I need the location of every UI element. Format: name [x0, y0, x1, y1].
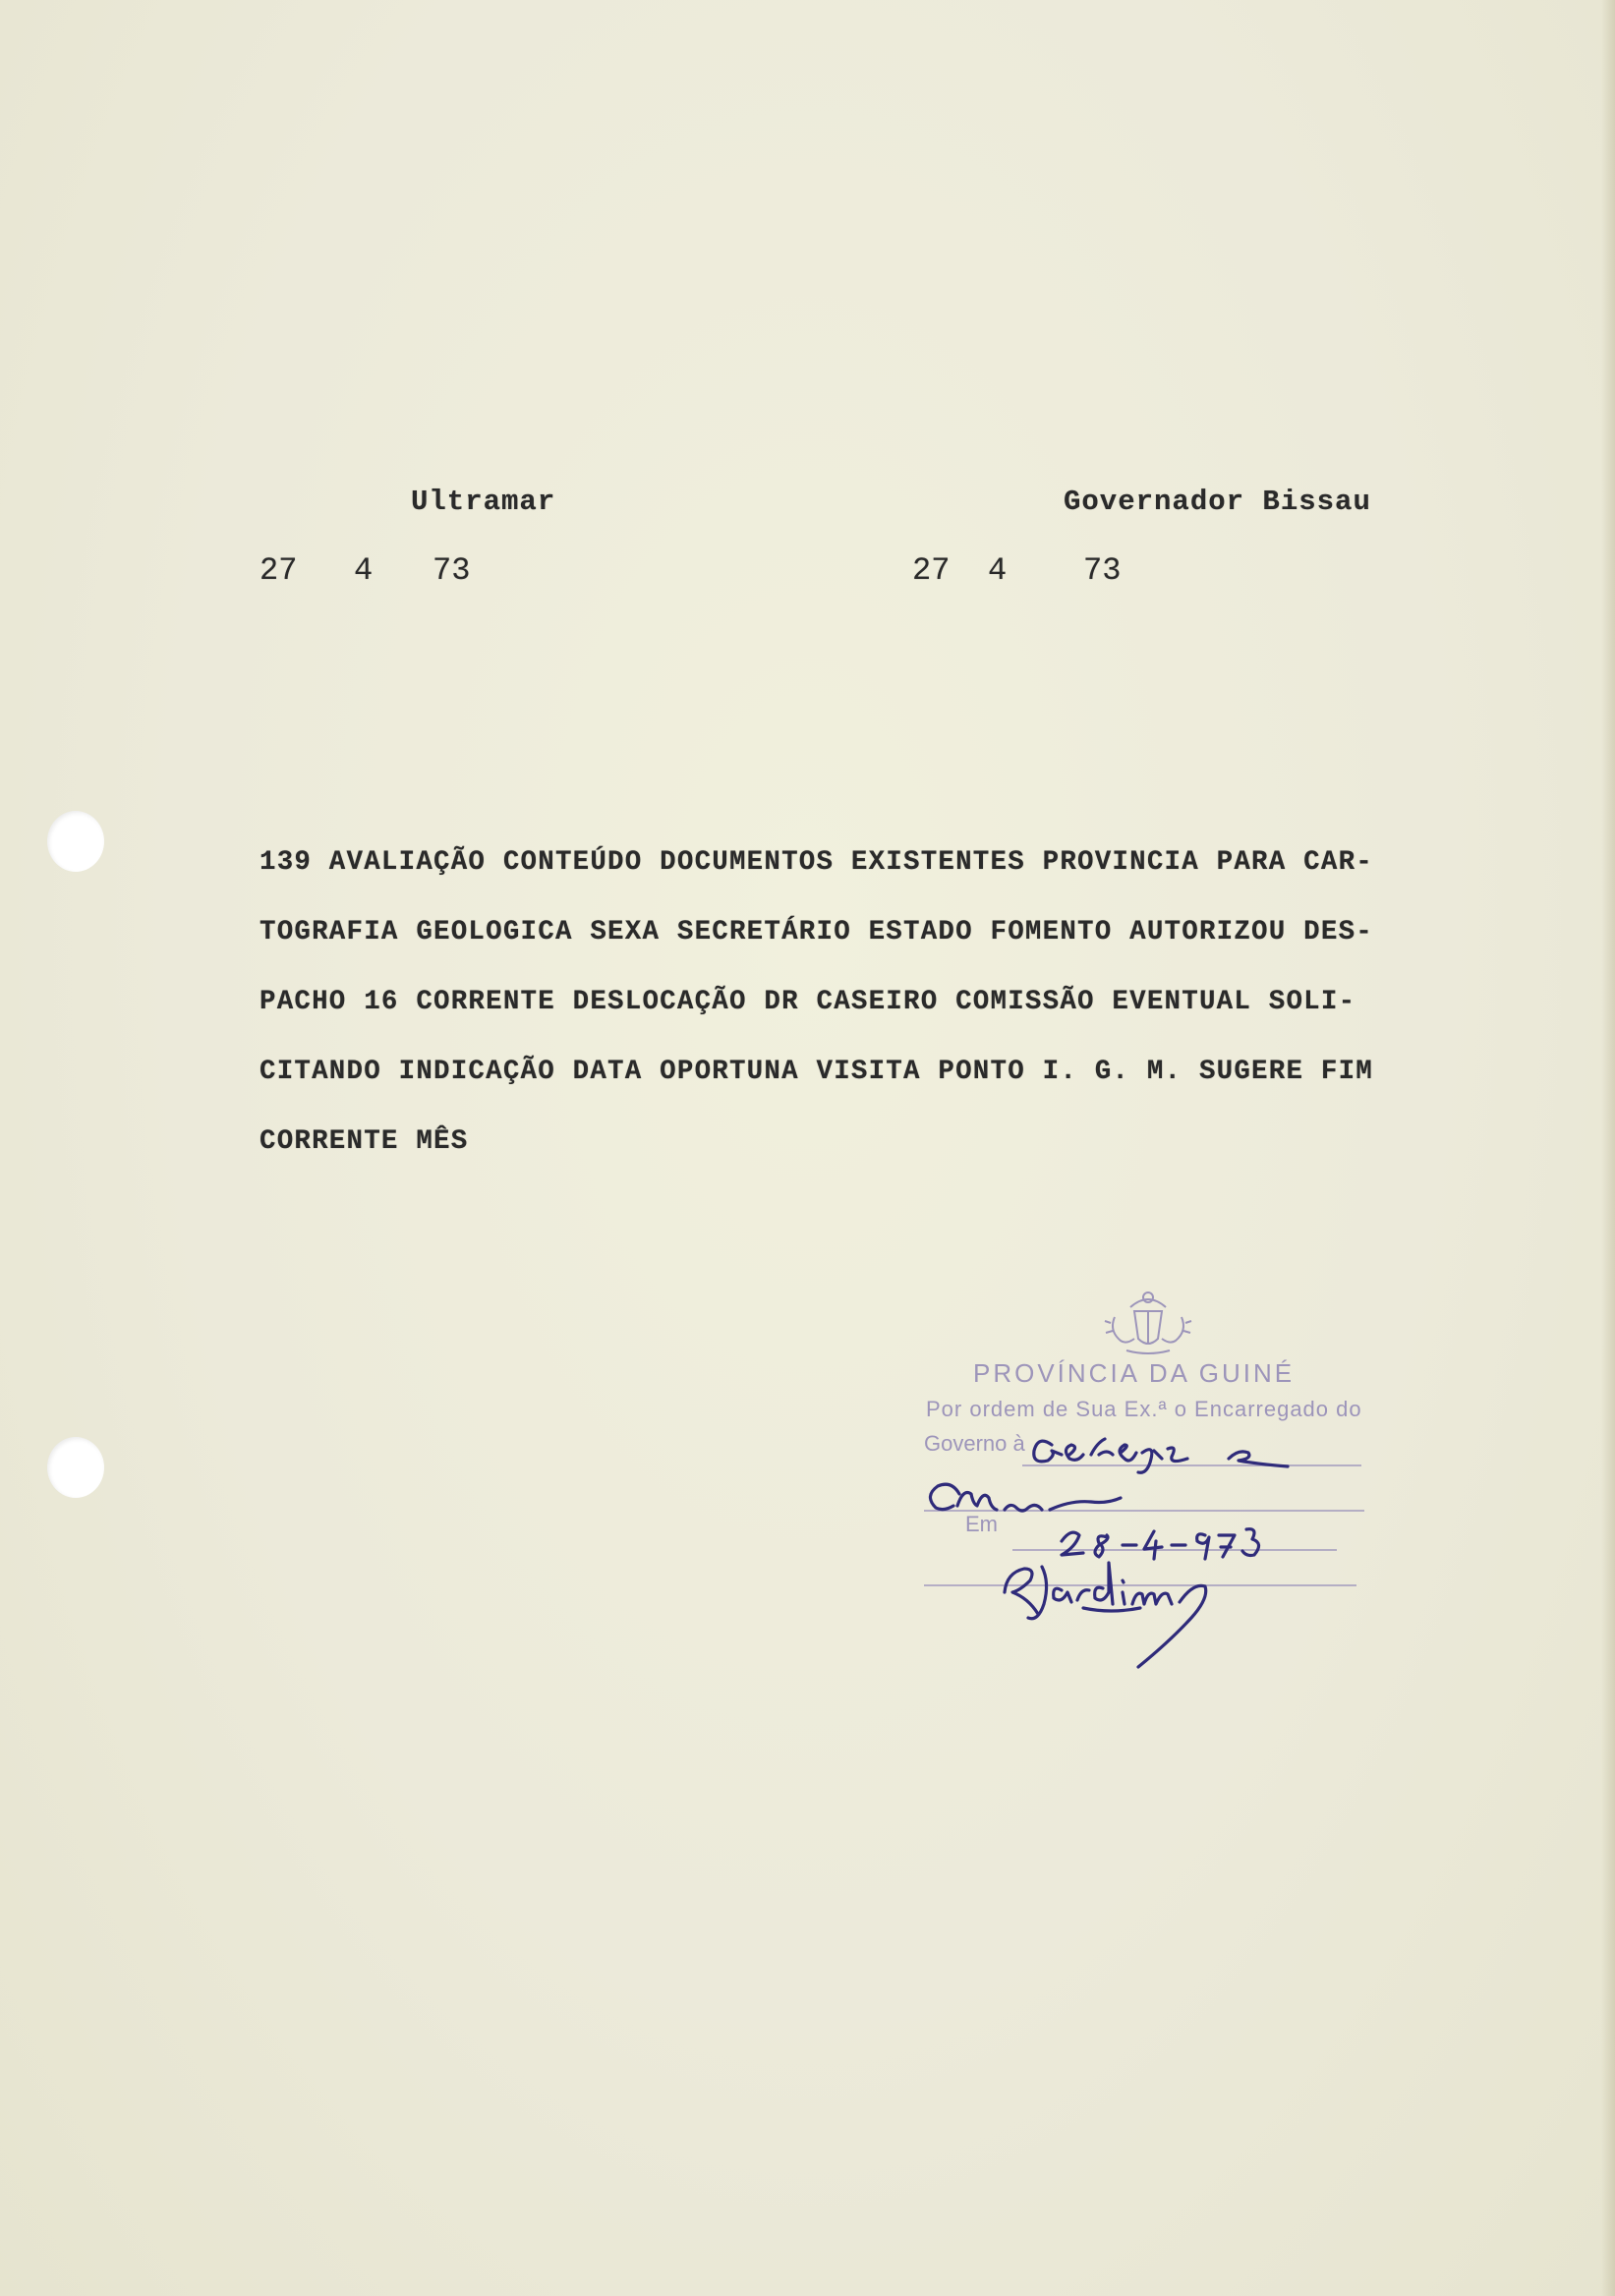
left-date-year: 73	[433, 552, 471, 589]
stamp-governo-label: Governo à	[924, 1431, 1025, 1456]
stamp-title: PROVÍNCIA DA GUINÉ	[973, 1358, 1296, 1388]
right-recipient: Governador Bissau	[1064, 486, 1371, 518]
left-recipient: Ultramar	[411, 486, 556, 518]
stamp-authority-line: Por ordem de Sua Ex.ª o Encarregado do	[926, 1397, 1362, 1421]
right-date-month: 4	[988, 552, 1008, 589]
punch-hole-bottom	[47, 1437, 104, 1498]
body-line-5: CORRENTE MÊS	[260, 1126, 469, 1157]
right-date-year: 73	[1083, 552, 1122, 589]
page-edge-shadow	[1601, 0, 1615, 2296]
left-date-month: 4	[354, 552, 374, 589]
body-line-1: 139 AVALIAÇÃO CONTEÚDO DOCUMENTOS EXISTENTES PROVINCIA PARA CAR-	[260, 847, 1373, 878]
punch-hole-top	[47, 811, 104, 872]
right-date-day: 27	[912, 552, 951, 589]
coat-of-arms-crest-icon	[1101, 1288, 1195, 1358]
stamp-em-label: Em	[965, 1512, 998, 1536]
body-line-4: CITANDO INDICAÇÃO DATA OPORTUNA VISITA PONTO I. G. M. SUGERE FIM	[260, 1057, 1373, 1087]
left-date-day: 27	[260, 552, 298, 589]
body-line-2: TOGRAFIA GEOLOGICA SEXA SECRETÁRIO ESTADO FOMENTO AUTORIZOU DES-	[260, 917, 1373, 947]
body-line-3: PACHO 16 CORRENTE DESLOCAÇÃO DR CASEIRO COMISSÃO EVENTUAL SOLI-	[260, 987, 1356, 1017]
handwritten-annotation-signature	[914, 1425, 1386, 1671]
